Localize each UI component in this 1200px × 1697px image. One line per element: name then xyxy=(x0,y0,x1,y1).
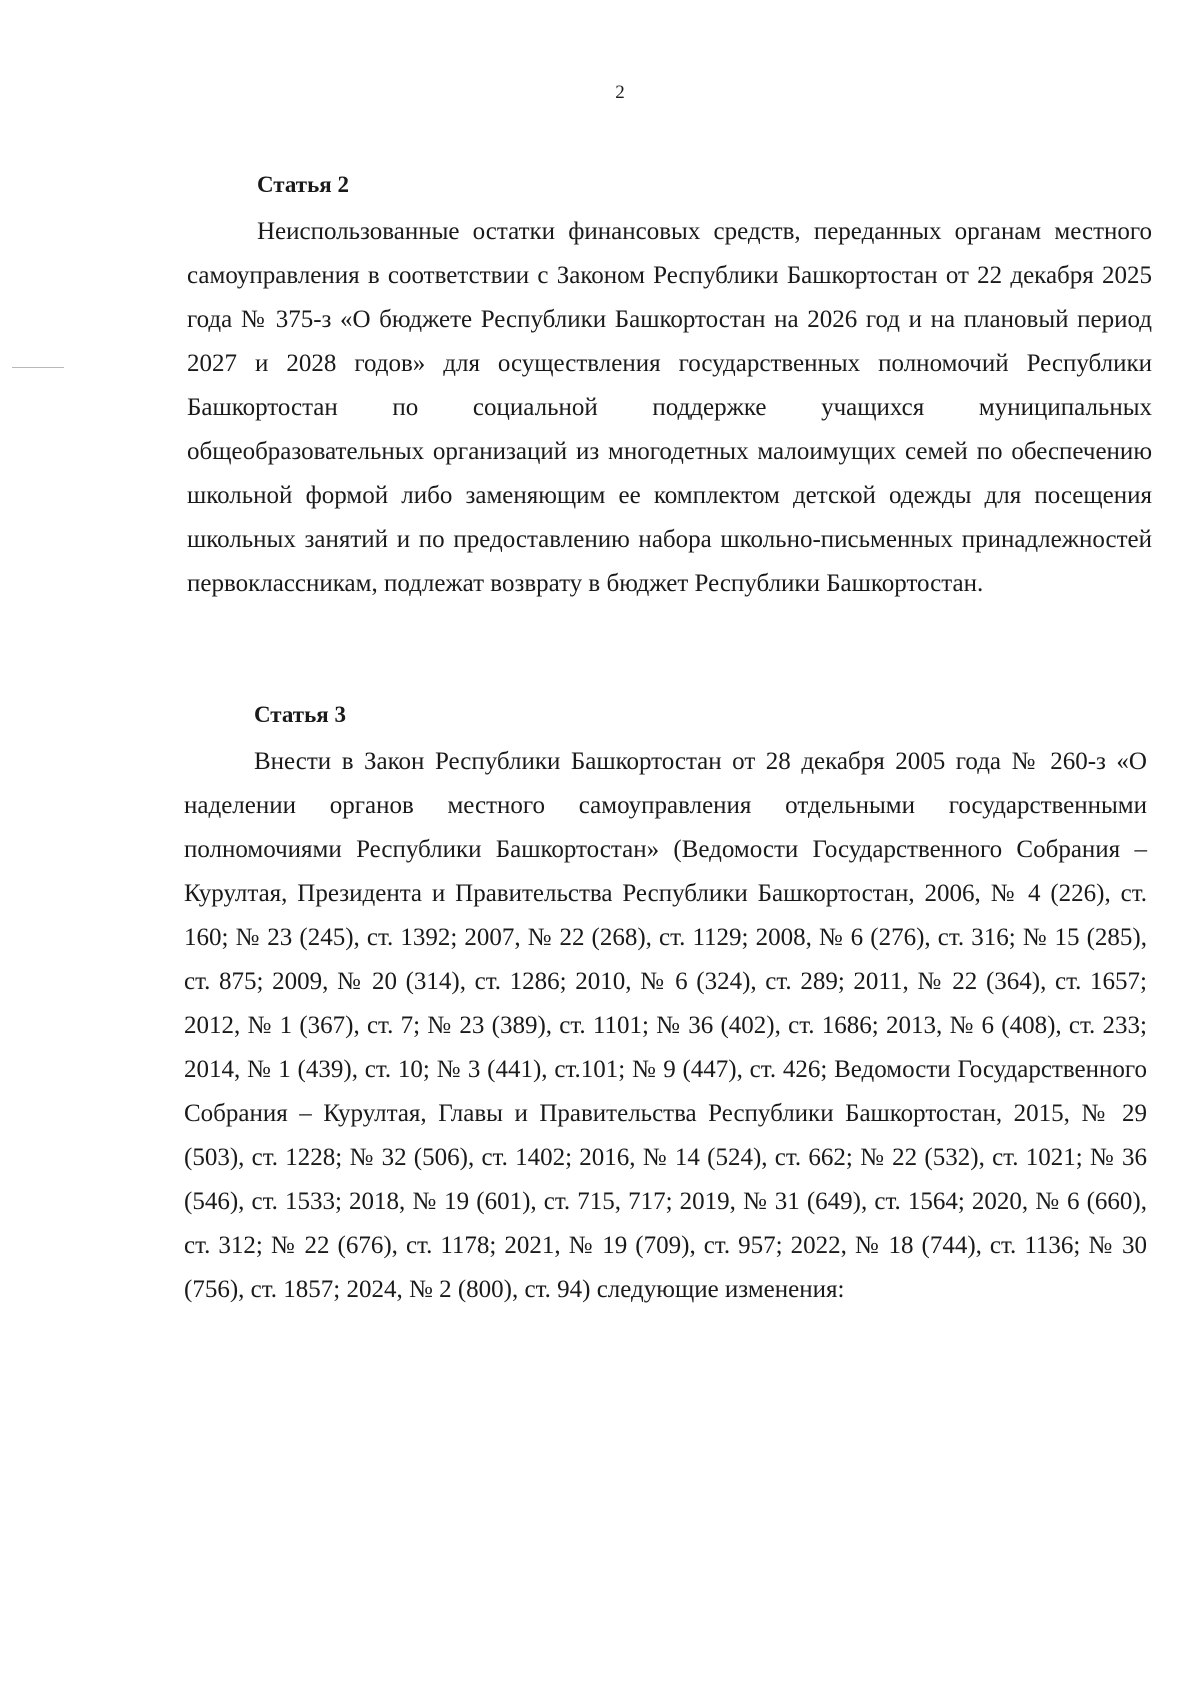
article-2 xyxy=(187,170,1152,606)
page-number: 2 xyxy=(615,82,625,103)
scan-mark xyxy=(12,367,64,368)
article-heading: Статья 3 xyxy=(254,702,346,727)
article-body: Неиспользованные остатки финансовых средств, переданных органам местного самоуправления в соответствии с Законом Республики Башкортостан от 22 декабря 2025 года № 375-з «О бюджете Республики Башкортостан на 2026 год и на плановый период 2027 и 2028 годов» для осуществления государственных полномочий Республики Башкортостан по социальной поддержке учащихся муниципальных общеобразовательных организаций из многодетных малоимущих семей по обеспечению школьной формой либо заменяющим ее комплектом детской одежды для посещения школьных занятий и по предоставлению набора школьно-письменных принадлежностей первоклассникам, подлежат возврату в бюджет Республики Башкортостан. xyxy=(187,218,1152,597)
article-heading: Статья 2 xyxy=(257,172,349,197)
article-body: Внести в Закон Республики Башкортостан от 28 декабря 2005 года № 260-з «О наделении органов местного самоуправления отдельными государственными полномочиями Республики Башкортостан» (Ведомости Государственного Собрания – Курултая, Президента и Правительства Республики Башкортостан, 2006, № 4 (226), ст. 160; № 23 (245), ст. 1392; 2007, № 22 (268), ст. 1129; 2008, № 6 (276), ст. 316; № 15 (285), ст. 875; 2009, № 20 (314), ст. 1286; 2010, № 6 (324), ст. 289; 2011, № 22 (364), ст. 1657; 2012, № 1 (367), ст. 7; № 23 (389), ст. 1101; № 36 (402), ст. 1686; 2013, № 6 (408), ст. 233; 2014, № 1 (439), ст. 10; № 3 (441), ст.101; № 9 (447), ст. 426; Ведомости Государственного Собрания – Курултая, Главы и Правительства Республики Башкортостан, 2015, № 29 (503), ст. 1228; № 32 (506), ст. 1402; 2016, № 14 (524), ст. 662; № 22 (532), ст. 1021; № 36 (546), ст. 1533; 2018, № 19 (601), ст. 715, 717; 2019, № 31 (649), ст. 1564; 2020, № 6 (660), ст. 312; № 22 (676), ст. 1178; 2021, № 19 (709), ст. 957; 2022, № 18 (744), ст. 1136; № 30 (756), ст. 1857; 2024, № 2 (800), ст. 94) следующие изменения: xyxy=(184,748,1147,1303)
article-3 xyxy=(184,700,1147,1312)
